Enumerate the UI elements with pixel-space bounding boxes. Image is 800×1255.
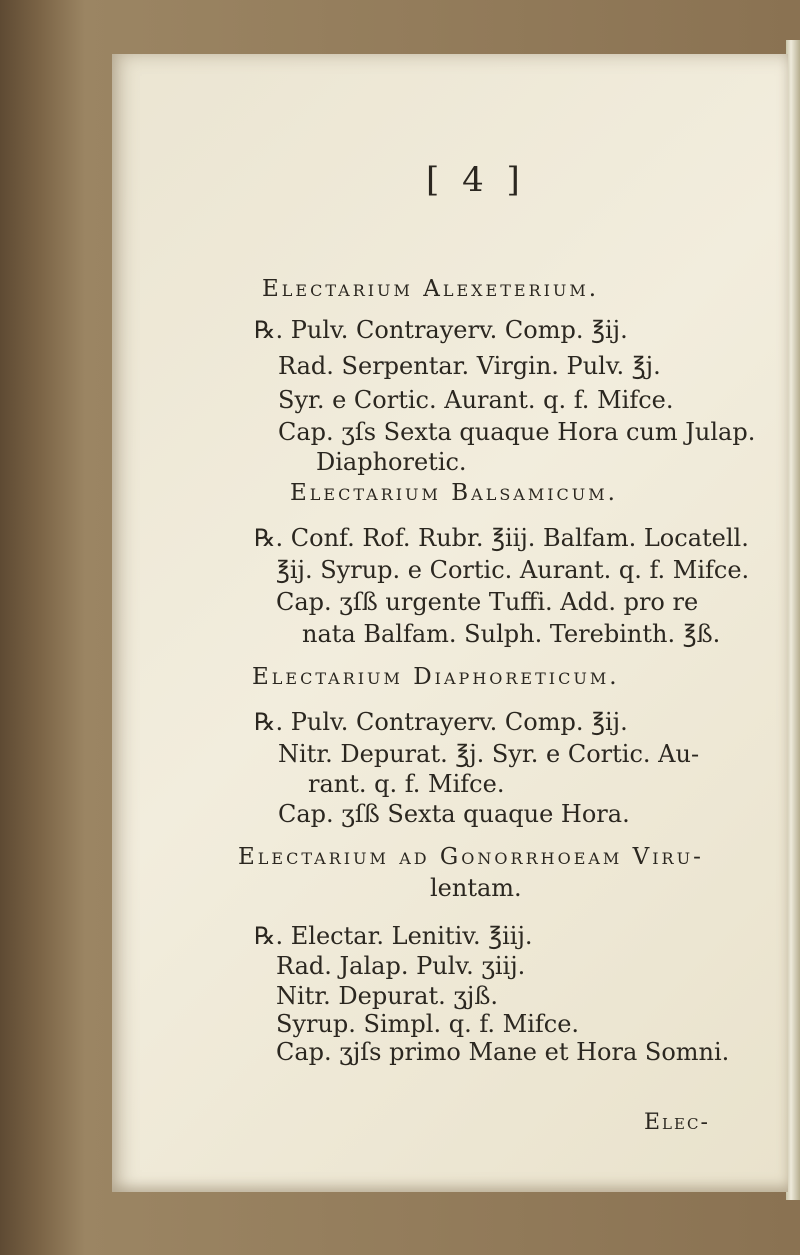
section-heading-continuation: lentam. [430, 874, 522, 902]
recipe-line: ℥ij. Syrup. e Cortic. Aurant. q. f. Mifce. [276, 556, 750, 584]
recipe-line: Syr. e Cortic. Aurant. q. f. Mifce. [278, 386, 674, 414]
recipe-line: Nitr. Depurat. ʒjß. [276, 982, 499, 1010]
recipe-line: nata Balfam. Sulph. Terebinth. ℥ß. [302, 620, 721, 648]
recipe-line: Cap. ʒſß Sexta quaque Hora. [278, 800, 630, 828]
recipe-line: Syrup. Simpl. q. f. Mifce. [276, 1010, 580, 1038]
book-page [112, 54, 788, 1192]
catchword: Elec- [644, 1110, 710, 1135]
recipe-line: ℞. Pulv. Contrayerv. Comp. ℥ij. [254, 316, 628, 344]
recipe-line: ℞. Pulv. Contrayerv. Comp. ℥ij. [254, 708, 628, 736]
section-heading: Electarium ad Gonorrhoeam Viru- [238, 844, 704, 870]
page-number: [ 4 ] [426, 160, 526, 200]
recipe-line: ℞. Conf. Rof. Rubr. ℥iij. Balfam. Locatell. [254, 524, 749, 552]
recipe-line: ℞. Electar. Lenitiv. ℥iij. [254, 922, 533, 950]
section-heading: Electarium Balsamicum. [290, 480, 618, 506]
recipe-line: Diaphoretic. [316, 448, 467, 476]
recipe-line: Rad. Jalap. Pulv. ʒiij. [276, 952, 526, 980]
section-heading: Electarium Diaphoreticum. [252, 664, 620, 690]
recipe-line: Rad. Serpentar. Virgin. Pulv. ℥j. [278, 352, 661, 380]
page-edges [786, 40, 800, 1200]
recipe-line: Nitr. Depurat. ℥j. Syr. e Cortic. Au- [278, 740, 700, 768]
page-content [112, 54, 788, 1192]
recipe-line: Cap. ʒſs Sexta quaque Hora cum Julap. [278, 418, 756, 446]
section-heading: Electarium Alexeterium. [262, 276, 600, 302]
recipe-line: rant. q. f. Mifce. [308, 770, 505, 798]
recipe-line: Cap. ʒjſs primo Mane et Hora Somni. [276, 1038, 730, 1066]
recipe-line: Cap. ʒſß urgente Tuffi. Add. pro re [276, 588, 699, 616]
